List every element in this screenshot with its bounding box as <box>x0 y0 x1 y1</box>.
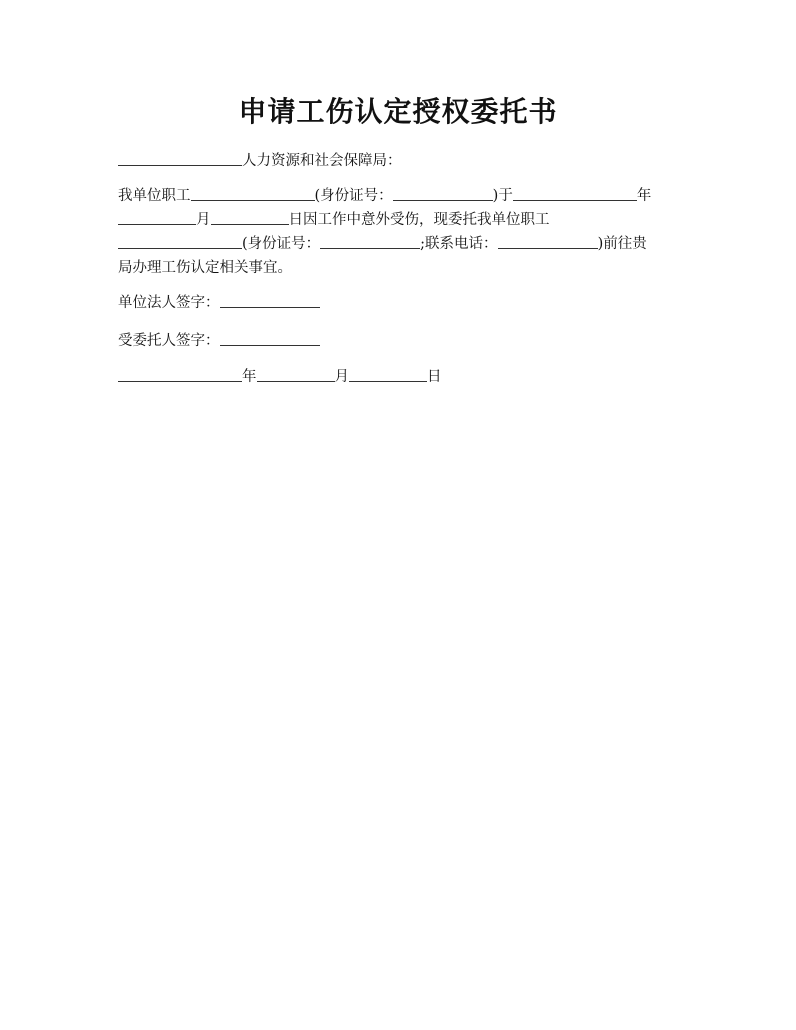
body-line-1 <box>118 185 651 207</box>
legal-rep-signature-blank[interactable] <box>220 292 320 308</box>
trustee-phone-blank[interactable] <box>498 233 598 249</box>
body-text-trustee-id-label: (身份证号： <box>242 236 321 252</box>
addressee-line <box>118 150 402 172</box>
date-line <box>118 366 442 388</box>
body-line-3 <box>118 233 647 255</box>
date-month-label: 月 <box>334 369 349 385</box>
body-text-employee: 我单位职工 <box>118 188 191 204</box>
injury-day-blank[interactable] <box>211 209 289 225</box>
date-day-label: 日 <box>427 369 442 385</box>
body-text-id-label: (身份证号： <box>314 188 393 204</box>
body-text-on: )于 <box>492 188 513 204</box>
trustee-label: 受委托人签字： <box>118 333 220 349</box>
legal-rep-label: 单位法人签字： <box>118 295 220 311</box>
injury-month-blank-prefix[interactable] <box>118 209 196 225</box>
addressee-blank[interactable] <box>118 150 242 166</box>
body-text-matters: 局办理工伤认定相关事宜。 <box>118 260 292 276</box>
document-title: 申请工伤认定授权委托书 <box>238 95 558 128</box>
body-text-go: )前往贵 <box>597 236 647 252</box>
legal-rep-signature-line <box>118 292 320 314</box>
employee-id-blank[interactable] <box>393 185 493 201</box>
date-month-blank[interactable] <box>257 366 335 382</box>
body-line-2 <box>118 209 550 231</box>
trustee-name-blank[interactable] <box>118 233 242 249</box>
date-year-blank[interactable] <box>118 366 242 382</box>
date-year-label: 年 <box>242 369 257 385</box>
date-day-blank[interactable] <box>349 366 427 382</box>
trustee-signature-blank[interactable] <box>220 330 320 346</box>
trustee-id-blank[interactable] <box>320 233 420 249</box>
trustee-signature-line <box>118 330 320 352</box>
body-text-phone-label: ;联系电话： <box>420 236 498 252</box>
body-line-4 <box>118 257 292 279</box>
body-text-year: 年 <box>636 188 652 204</box>
addressee-suffix: 人力资源和社会保障局： <box>242 153 402 169</box>
employee-name-blank[interactable] <box>191 185 315 201</box>
body-text-month: 月 <box>196 212 211 228</box>
body-text-injury: 日因工作中意外受伤，现委托我单位职工 <box>288 212 550 228</box>
injury-year-blank[interactable] <box>513 185 637 201</box>
